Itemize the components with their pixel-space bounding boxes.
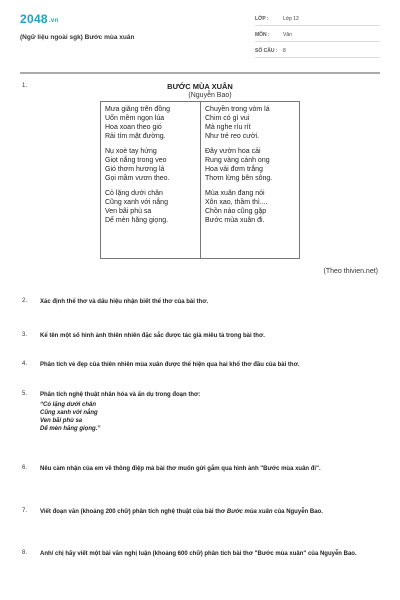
question-1-number: 1. <box>22 83 28 89</box>
poem-line: Rung vàng cánh ong <box>205 157 270 164</box>
excerpt-line: Dế mèn hăng giọng.” <box>40 426 101 432</box>
question-2-text: Xác định thể thơ và dấu hiệu nhận biết thể thơ của bài thơ. <box>40 299 209 305</box>
poem-column-right <box>201 102 301 258</box>
question-7-text-before: Viết đoạn văn (khoảng 200 chữ) phân tích nghệ thuật của bài thơ <box>40 509 227 515</box>
poem-line: Gió thơm hương lá <box>105 166 165 173</box>
poem-line: Giọt nắng trong veo <box>105 157 167 164</box>
poem-line: Như trẻ reo cười. <box>205 133 260 140</box>
page-title: (Ngữ liệu ngoài sgk) Bước mùa xuân <box>20 34 135 41</box>
stanza <box>205 189 301 225</box>
poem-table <box>100 101 300 259</box>
logo-text: 2048 <box>20 12 48 26</box>
site-logo[interactable] <box>20 12 58 26</box>
poem-line: Cỏ lặng dưới chân <box>105 190 163 197</box>
stanza <box>105 105 200 141</box>
meta-subject-row <box>255 30 380 42</box>
poem-source: (Theo thivien.net) <box>323 268 378 275</box>
poem-author: (Nguyễn Bao) <box>188 92 232 99</box>
question-7-number: 7. <box>22 508 28 514</box>
question-5-number: 5. <box>22 391 28 397</box>
poem-line: Chuyền trong vòm lá <box>205 106 270 113</box>
poem-line: Chồn nào cũng gặp <box>205 208 267 215</box>
poem-line: Dế mèn hăng giọng. <box>105 217 169 224</box>
logo-tld: .vn <box>48 18 59 24</box>
poem-line: Gọi mầm vươn theo. <box>105 175 170 182</box>
question-7-text-italic: Bước mùa xuân <box>226 509 273 515</box>
poem-line: Uốn mềm ngọn lúa <box>105 115 165 122</box>
poem-title: BƯỚC MÙA XUÂN <box>167 82 233 91</box>
question-5-text: Phân tích nghệ thuật nhân hóa và ẩn dụ trong đoạn thơ: <box>40 392 201 398</box>
poem-line: Hoa vải đơm trắng <box>205 166 263 173</box>
question-7-text <box>40 508 380 517</box>
question-3-text: Kể tên một số hình ảnh thiên nhiên đặc sắc được tác giả miêu tả trong bài thơ. <box>40 333 265 339</box>
meta-class-label: LỚP : <box>255 16 269 22</box>
meta-class-value: Lớp 12 <box>283 16 299 22</box>
poem-line: Mùa xuân đang nói <box>205 190 265 197</box>
question-7-text-after: của Nguyễn Bao. <box>272 509 323 515</box>
poem-line: Thơm lừng bên sông. <box>205 175 273 182</box>
poem-line: Rải tím mặt đường. <box>105 133 166 140</box>
poem-line: Chim có gì vui <box>205 115 250 122</box>
poem-line: Mà nghe ríu rít <box>205 124 251 131</box>
meta-count-label: SỐ CÂU : <box>255 48 278 54</box>
poem-line: Hoa xoan theo gió <box>105 124 162 131</box>
meta-subject-value: Văn <box>283 32 292 38</box>
poem-line: Ven bãi phù sa <box>105 208 152 215</box>
poem-line: Bước mùa xuân đi. <box>205 217 265 224</box>
stanza <box>205 105 301 141</box>
poem-line: Đây vườn hoa cải <box>205 148 261 155</box>
stanza <box>105 147 200 183</box>
poem-line: Mưa giăng trên đồng <box>105 106 171 113</box>
meta-subject-label: MÔN : <box>255 32 270 38</box>
stanza <box>105 189 200 225</box>
header-divider <box>20 72 380 74</box>
question-8-text: Anh/ chị hãy viết một bài văn nghị luận (khoảng 600 chữ) phân tích bài thơ "Bước mùa xuân" của Nguyễn Bao. <box>40 551 357 557</box>
stanza <box>205 147 301 183</box>
question-2-number: 2. <box>22 298 28 304</box>
meta-count-value: 8 <box>283 48 286 54</box>
question-4-text: Phân tích vẻ đẹp của thiên nhiên mùa xuân được thể hiện qua hai khổ thơ đầu của bài thơ. <box>40 362 300 368</box>
excerpt-line: “Cỏ lặng dưới chân <box>40 402 96 408</box>
question-3-number: 3. <box>22 332 28 338</box>
question-4-number: 4. <box>22 361 28 367</box>
meta-count-row <box>255 46 380 58</box>
meta-class-row <box>255 14 380 26</box>
excerpt-line: Cũng xanh với nắng <box>40 410 98 416</box>
poem-column-left <box>101 102 201 258</box>
question-6-text: Nêu cảm nhận của em về thông điệp mà bài thơ muốn gửi gắm qua hình ảnh "Bước mùa xuân đi". <box>40 466 321 472</box>
question-5-excerpt <box>40 401 240 433</box>
excerpt-line: Ven bãi phù sa <box>40 418 83 424</box>
poem-line: Xôn xao, thầm thì.... <box>205 199 268 206</box>
poem-line: Cũng xanh với nắng <box>105 199 168 206</box>
question-8-number: 8. <box>22 550 28 556</box>
poem-line: Nụ xoè tay hứng <box>105 148 157 155</box>
question-6-number: 6. <box>22 465 28 471</box>
header <box>0 0 400 68</box>
